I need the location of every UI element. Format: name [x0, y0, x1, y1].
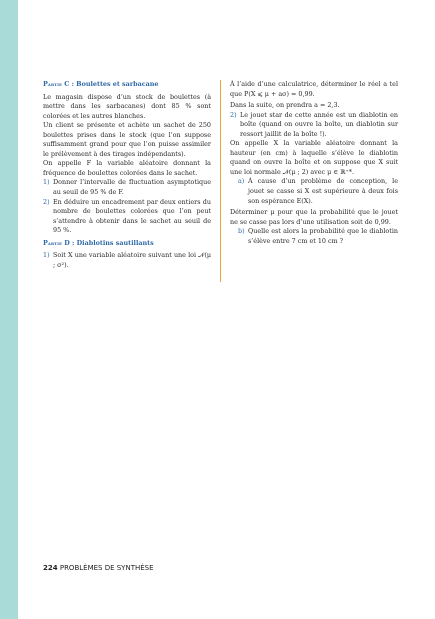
- question-d1: [43, 251, 211, 270]
- question-text: Soit X une variable aléatoire suivant une loi 𝒩(μ ; σ²).: [53, 251, 211, 269]
- question-c1: [43, 178, 211, 197]
- side-color-bar: [0, 0, 18, 619]
- page-footer: [43, 564, 154, 572]
- d2-paragraph: On appelle X la variable aléatoire donnant la hauteur (en cm) à laquelle s’élève le diablotin quand on ouvre la boîte et on suppose que X suit une loi normale 𝒩(μ ; 2) avec μ ∈ ℝ⁺*.: [230, 139, 398, 176]
- part-d-heading: [43, 239, 211, 249]
- page-number: 224: [43, 564, 58, 572]
- column-divider: [220, 80, 221, 282]
- question-d2a: [238, 177, 398, 206]
- question-number: 1): [43, 251, 50, 260]
- question-text: Le jouet star de cette année est un diablotin en boîte (quand on ouvre la boîte, un diablotin sur ressort jaillit de la boîte !).: [240, 110, 398, 138]
- part-c-heading: [43, 80, 211, 90]
- question-number: a): [238, 177, 245, 186]
- left-column: [43, 80, 211, 270]
- question-d2: [230, 111, 398, 140]
- part-c-label: Partie C: [43, 80, 70, 88]
- question-number: 2): [43, 197, 50, 206]
- question-text: Donner l’intervalle de fluctuation asymptotique au seuil de 95 % de F.: [53, 178, 211, 197]
- part-d-title: : Diablotins sautillants: [69, 238, 154, 247]
- intro-paragraph-2: Un client se présente et achète un sachet de 250 boulettes prises dans le stock (que l’on suppose suffisamment grand pour que l’on puisse assimiler le prélèvement à des tirages indépendants).: [43, 121, 211, 158]
- question-c2: [43, 198, 211, 236]
- question-number: b): [238, 227, 245, 236]
- question-number: 2): [230, 110, 237, 119]
- question-number: 1): [43, 178, 50, 187]
- question-text: À cause d’un problème de conception, le jouet se casse si X est supérieure à deux fois son espérance E(X).: [248, 177, 398, 205]
- intro-paragraph-3: On appelle F la variable aléatoire donnant la fréquence de boulettes colorées dans le sachet.: [43, 159, 211, 177]
- question-text: En déduire un encadrement par deux entiers du nombre de boulettes colorées que l’on peut s’attendre à obtenir dans le sachet au seuil de 95 %.: [53, 197, 211, 235]
- d2a-continuation: Déterminer μ pour que la probabilité que le jouet ne se casse pas lors d’une utilisation soit de 0,99.: [230, 208, 398, 226]
- section-title: PROBLÈMES DE SYNTHÈSE: [57, 564, 154, 572]
- d1-continuation: À l’aide d’une calculatrice, déterminer le réel a tel que P(X ⩽ μ + aσ) = 0,99.: [230, 80, 398, 98]
- right-column: [230, 80, 398, 246]
- question-d2b: [238, 227, 398, 246]
- part-d-label: Partie D: [43, 238, 70, 247]
- question-text: Quelle est alors la probabilité que le diablotin s’élève entre 7 cm et 10 cm ?: [248, 227, 398, 245]
- intro-paragraph-1: Le magasin dispose d’un stock de boulettes (à mettre dans les sarbacanes) dont 85 % sont colorées et les autres blanches.: [43, 92, 211, 120]
- d1-note: Dans la suite, on prendra a = 2,3.: [230, 101, 340, 110]
- part-c-title: : Boulettes et sarbacane: [69, 80, 159, 88]
